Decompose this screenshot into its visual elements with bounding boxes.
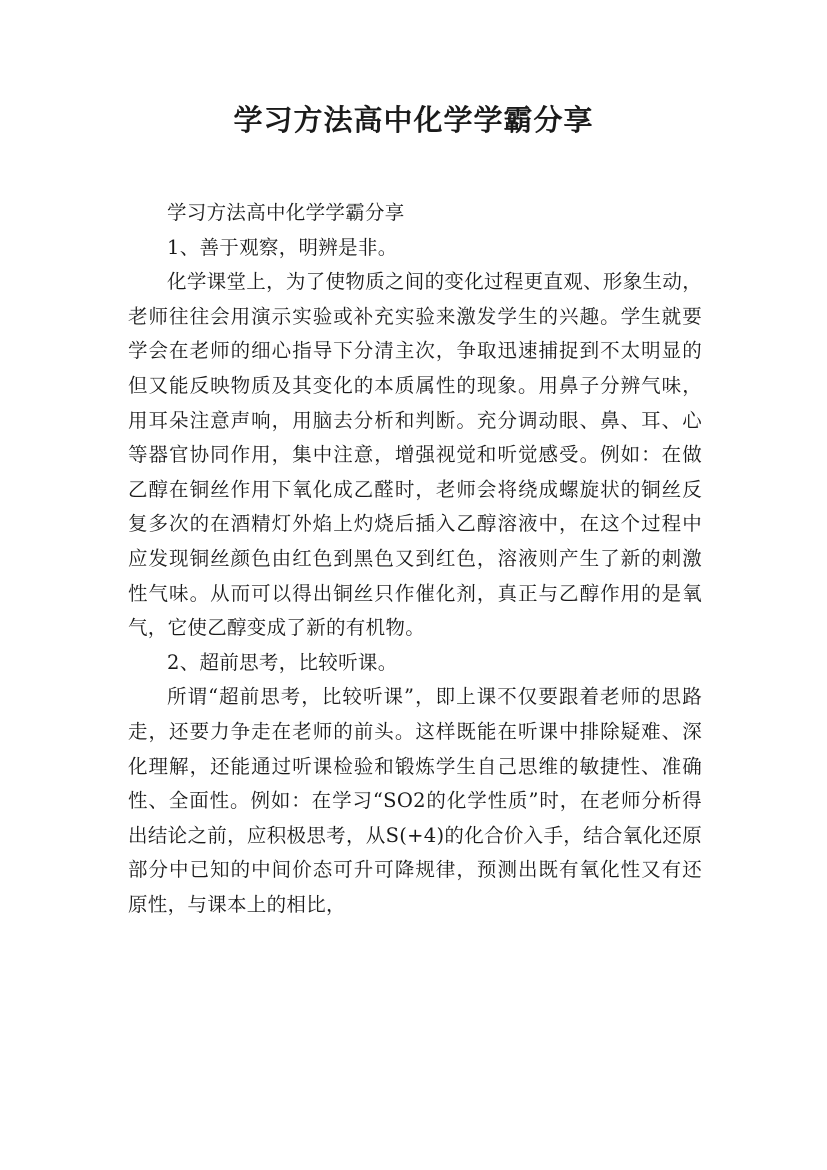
document-body <box>128 196 702 922</box>
document-title: 学习方法高中化学学霸分享 <box>233 103 594 137</box>
paragraph-thinking: 所谓“超前思考，比较听课”，即上课不仅要跟着老师的思路走，还要力争走在老师的前头。这样既能在听课中排除疑难、深化理解，还能通过听课检验和锻炼学生自己思维的敏捷性、准确性、全面性。例如：在学习“SO2的化学性质”时，在老师分析得出结论之前，应积极思考，从S(+4)的化合价入手，结合氧化还原部分中已知的中间价态可升可降规律，预测出既有氧化性又有还原性，与课本上的相比， <box>128 685 702 916</box>
paragraph-observation: 化学课堂上，为了使物质之间的变化过程更直观、形象生动，老师往往会用演示实验或补充实验来激发学生的兴趣。学生就要学会在老师的细心指导下分清主次，争取迅速捕捉到不太明显的但又能反映物质及其变化的本质属性的现象。用鼻子分辨气味，用耳朵注意声响，用脑去分析和判断。充分调动眼、鼻、耳、心等器官协同作用，集中注意，增强视觉和听觉感受。例如：在做乙醇在铜丝作用下氧化成乙醛时，老师会将绕成螺旋状的铜丝反复多次的在酒精灯外焰上灼烧后插入乙醇溶液中，在这个过程中应发现铜丝颜色由红色到黑色又到红色，溶液则产生了新的刺激性气味。从而可以得出铜丝只作催化剂，真正与乙醇作用的是氧气，它使乙醇变成了新的有机物。 <box>128 270 702 640</box>
paragraph-heading-1: 1、善于观察，明辨是非。 <box>167 235 398 259</box>
paragraph-heading-2: 2、超前思考，比较听课。 <box>167 650 398 674</box>
paragraph-subtitle: 学习方法高中化学学霸分享 <box>167 201 405 224</box>
